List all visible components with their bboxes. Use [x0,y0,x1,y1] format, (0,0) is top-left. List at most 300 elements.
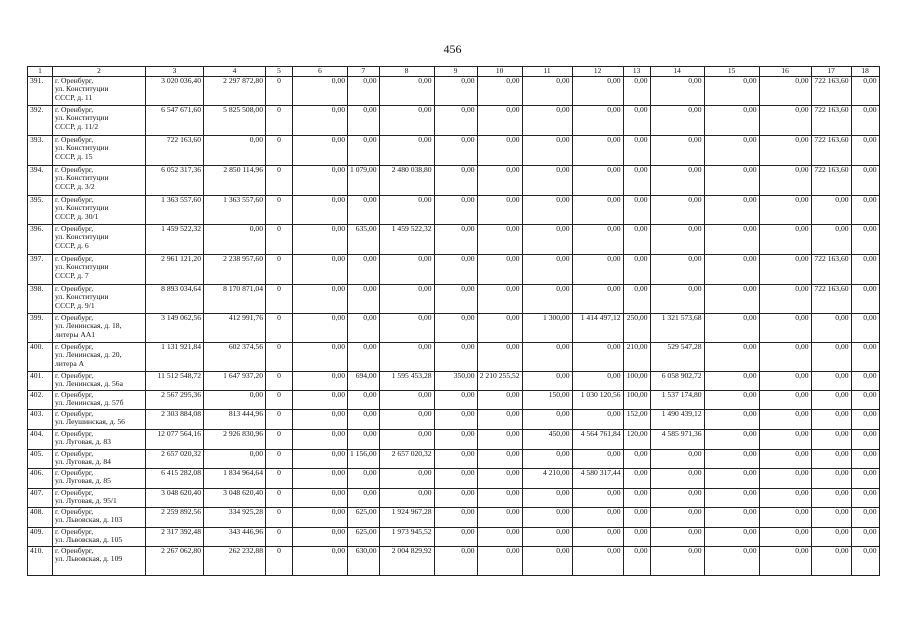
value-cell: 0,00 [204,449,266,468]
value-cell: 0,00 [704,468,759,488]
value-cell: 0,00 [704,546,759,575]
value-cell: 0 [266,105,293,135]
value-cell: 0,00 [293,488,348,507]
value-cell: 0,00 [623,165,650,195]
address-line: г. Оренбург, [55,105,94,114]
address-line: ул. Львовская, д. 103 [55,515,123,525]
value-cell: 8 170 871,04 [204,284,266,313]
value-cell: 0,00 [623,105,650,135]
address-line: СССР, д. 3/2 [55,182,95,192]
value-cell: 0,00 [623,507,650,527]
value-cell: 0,00 [522,527,572,546]
value-cell: 0,00 [477,488,522,507]
table-row [28,165,880,195]
address-cell [53,224,146,254]
value-cell: 0,00 [293,342,348,371]
value-cell: 0,00 [434,254,477,284]
address-cell [53,165,146,195]
value-cell: 210,00 [623,342,650,371]
value-cell: 0,00 [379,284,434,313]
value-cell: 0,00 [650,76,704,105]
value-cell: 0,00 [759,254,811,284]
value-cell: 722 163,60 [811,105,851,135]
row-number-cell: 401. [28,371,53,390]
address-cell [53,254,146,284]
value-cell: 0,00 [348,254,380,284]
value-cell: 0,00 [434,342,477,371]
value-cell: 0,00 [293,371,348,390]
value-cell: 2 961 121,20 [146,254,204,284]
value-cell: 5 825 508,00 [204,105,266,135]
table-row [28,76,880,105]
value-cell: 0,00 [704,105,759,135]
value-cell: 0,00 [851,488,879,507]
value-cell: 4 210,00 [522,468,572,488]
value-cell: 100,00 [623,390,650,409]
value-cell: 1 595 453,28 [379,371,434,390]
address-cell [53,371,146,390]
value-cell: 0,00 [434,409,477,429]
value-cell: 0,00 [348,313,380,342]
value-cell: 343 446,96 [204,527,266,546]
value-cell: 1 459 522,32 [146,224,204,254]
table-row [28,342,880,371]
value-cell: 1 156,00 [348,449,380,468]
value-cell: 0 [266,390,293,409]
value-cell: 0,00 [704,254,759,284]
value-cell: 0,00 [851,507,879,527]
value-cell: 11 512 548,72 [146,371,204,390]
row-number-cell: 399. [28,313,53,342]
value-cell: 0,00 [811,449,851,468]
column-number: 10 [477,67,522,77]
value-cell: 0,00 [650,488,704,507]
value-cell: 1 924 967,28 [379,507,434,527]
value-cell: 0,00 [348,429,380,449]
value-cell: 0 [266,409,293,429]
value-cell: 450,00 [522,429,572,449]
value-cell: 0,00 [434,313,477,342]
address-line: г. Оренбург, [55,488,94,497]
value-cell: 813 444,96 [204,409,266,429]
value-cell: 0,00 [650,165,704,195]
value-cell: 0,00 [704,429,759,449]
value-cell: 0,00 [811,313,851,342]
value-cell: 0,00 [650,468,704,488]
value-cell: 0,00 [851,224,879,254]
value-cell: 0,00 [704,409,759,429]
value-cell: 0,00 [650,284,704,313]
table-row [28,507,880,527]
value-cell: 1 363 557,60 [204,195,266,224]
value-cell: 722 163,60 [811,135,851,165]
row-number-cell: 406. [28,468,53,488]
value-cell: 0,00 [434,527,477,546]
value-cell: 0,00 [477,546,522,575]
value-cell: 0,00 [811,371,851,390]
value-cell: 0,00 [348,135,380,165]
value-cell: 0,00 [293,76,348,105]
value-cell: 0,00 [851,313,879,342]
address-line: г. Оренбург, [55,76,94,85]
address-line: г. Оренбург, [55,135,94,144]
value-cell: 262 232,88 [204,546,266,575]
value-cell: 0,00 [759,488,811,507]
value-cell: 150,00 [522,390,572,409]
value-cell: 0,00 [293,546,348,575]
value-cell: 0,00 [572,409,623,429]
row-number-cell: 400. [28,342,53,371]
address-line: СССР, д. 6 [55,241,89,251]
value-cell: 0,00 [811,224,851,254]
address-line: г. Оренбург, [55,468,94,477]
value-cell: 0,00 [759,313,811,342]
address-cell [53,105,146,135]
value-cell: 0,00 [851,390,879,409]
table-row [28,224,880,254]
value-cell: 1 300,00 [522,313,572,342]
value-cell: 0,00 [434,429,477,449]
value-cell: 0,00 [811,527,851,546]
value-cell: 0,00 [759,165,811,195]
value-cell: 722 163,60 [146,135,204,165]
value-cell: 0,00 [851,546,879,575]
column-number: 12 [572,67,623,77]
value-cell: 0,00 [477,105,522,135]
address-cell [53,507,146,527]
row-number-cell: 404. [28,429,53,449]
address-cell [53,488,146,507]
value-cell: 100,00 [623,371,650,390]
value-cell: 0,00 [623,468,650,488]
value-cell: 6 052 317,36 [146,165,204,195]
address-line: ул. Луговая, д. 85 [55,476,111,486]
value-cell: 2 303 884,08 [146,409,204,429]
value-cell: 0,00 [811,195,851,224]
table-row [28,429,880,449]
value-cell: 0,00 [811,546,851,575]
address-line: литера А [55,359,85,369]
value-cell: 0,00 [293,224,348,254]
address-line: г. Оренбург, [55,390,94,399]
value-cell: 0,00 [434,449,477,468]
value-cell: 0,00 [348,105,380,135]
column-number: 1 [28,67,53,77]
value-cell: 0,00 [293,429,348,449]
value-cell: 602 374,56 [204,342,266,371]
table-row [28,254,880,284]
column-number: 16 [759,67,811,77]
value-cell: 0,00 [572,371,623,390]
value-cell: 3 020 036,40 [146,76,204,105]
value-cell: 0,00 [851,254,879,284]
value-cell: 0,00 [522,371,572,390]
value-cell: 0,00 [623,546,650,575]
value-cell: 2 850 114,96 [204,165,266,195]
column-number: 4 [204,67,266,77]
value-cell: 1 647 937,20 [204,371,266,390]
value-cell: 1 459 522,32 [379,224,434,254]
value-cell: 0,00 [811,390,851,409]
value-cell: 0,00 [650,546,704,575]
value-cell: 4 585 971,36 [650,429,704,449]
value-cell: 1 079,00 [348,165,380,195]
value-cell: 0,00 [434,135,477,165]
value-cell: 0,00 [572,165,623,195]
value-cell: 0,00 [293,135,348,165]
value-cell: 625,00 [348,527,380,546]
table-row [28,313,880,342]
address-line: ул. Львовская, д. 109 [55,554,123,564]
value-cell: 0,00 [434,76,477,105]
value-cell: 0,00 [623,488,650,507]
row-number-cell: 409. [28,527,53,546]
value-cell: 0 [266,488,293,507]
value-cell: 0,00 [379,390,434,409]
address-line: ул. Ленинская, д. 18, [55,321,122,331]
value-cell: 0,00 [851,527,879,546]
value-cell: 1 030 120,56 [572,390,623,409]
value-cell: 722 163,60 [811,284,851,313]
value-cell: 1 834 964,64 [204,468,266,488]
address-line: СССР, д. 7 [55,271,89,281]
value-cell: 0,00 [704,507,759,527]
column-number: 9 [434,67,477,77]
value-cell: 0,00 [348,409,380,429]
address-cell [53,527,146,546]
value-cell: 152,00 [623,409,650,429]
address-cell [53,342,146,371]
value-cell: 4 564 761,84 [572,429,623,449]
table-row [28,527,880,546]
value-cell: 0,00 [623,449,650,468]
value-cell: 8 893 034,64 [146,284,204,313]
value-cell: 0,00 [477,313,522,342]
value-cell: 2 259 892,56 [146,507,204,527]
value-cell: 0,00 [572,105,623,135]
address-line: ул. Луговая, д. 84 [55,457,111,467]
value-cell: 0,00 [434,195,477,224]
address-cell [53,284,146,313]
address-line: г. Оренбург, [55,195,94,204]
column-number: 8 [379,67,434,77]
value-cell: 0,00 [293,409,348,429]
address-cell [53,76,146,105]
row-number-cell: 408. [28,507,53,527]
value-cell: 0,00 [704,371,759,390]
value-cell: 0,00 [572,224,623,254]
value-cell: 0,00 [204,390,266,409]
data-table [27,66,880,576]
value-cell: 0,00 [759,409,811,429]
value-cell: 2 004 829,92 [379,546,434,575]
value-cell: 0,00 [522,135,572,165]
value-cell: 0,00 [650,135,704,165]
table-row [28,468,880,488]
value-cell: 2 567 295,36 [146,390,204,409]
column-number: 3 [146,67,204,77]
value-cell: 0,00 [477,468,522,488]
value-cell: 4 580 317,44 [572,468,623,488]
value-cell: 0,00 [434,390,477,409]
value-cell: 0,00 [434,507,477,527]
value-cell: 0,00 [704,390,759,409]
value-cell: 0,00 [379,135,434,165]
value-cell: 0,00 [704,449,759,468]
row-number-cell: 391. [28,76,53,105]
address-line: г. Оренбург, [55,313,94,322]
value-cell: 0 [266,371,293,390]
address-line: г. Оренбург, [55,449,94,458]
value-cell: 2 657 020,32 [146,449,204,468]
value-cell: 3 149 062,56 [146,313,204,342]
value-cell: 0 [266,449,293,468]
column-number: 7 [348,67,380,77]
value-cell: 0,00 [759,371,811,390]
value-cell: 0,00 [650,195,704,224]
value-cell: 0,00 [477,342,522,371]
value-cell: 0,00 [379,342,434,371]
value-cell: 0,00 [811,429,851,449]
value-cell: 0,00 [759,507,811,527]
value-cell: 0,00 [522,488,572,507]
value-cell: 0,00 [704,165,759,195]
value-cell: 0 [266,546,293,575]
value-cell: 2 297 872,80 [204,76,266,105]
value-cell: 0,00 [293,507,348,527]
value-cell: 0,00 [293,313,348,342]
value-cell: 0 [266,195,293,224]
table-row [28,284,880,313]
address-cell [53,468,146,488]
value-cell: 630,00 [348,546,380,575]
value-cell: 0,00 [811,468,851,488]
value-cell: 0,00 [293,165,348,195]
value-cell: 0,00 [348,468,380,488]
value-cell: 0,00 [379,313,434,342]
value-cell: 6 058 902,72 [650,371,704,390]
value-cell: 0,00 [379,488,434,507]
value-cell: 0,00 [572,546,623,575]
value-cell: 0,00 [293,468,348,488]
table-row [28,371,880,390]
row-number-cell: 392. [28,105,53,135]
value-cell: 6 547 671,60 [146,105,204,135]
value-cell: 12 077 564,16 [146,429,204,449]
value-cell: 0,00 [759,195,811,224]
value-cell: 0,00 [851,165,879,195]
row-number-cell: 393. [28,135,53,165]
address-line: г. Оренбург, [55,527,94,536]
value-cell: 0,00 [522,284,572,313]
address-line: ул. Конституции [55,113,109,123]
column-number: 18 [851,67,879,77]
row-number-cell: 398. [28,284,53,313]
value-cell: 0,00 [572,507,623,527]
value-cell: 0,00 [379,468,434,488]
value-cell: 0,00 [851,105,879,135]
value-cell: 0,00 [434,105,477,135]
value-cell: 120,00 [623,429,650,449]
value-cell: 0,00 [572,527,623,546]
value-cell: 0,00 [379,429,434,449]
table-row [28,105,880,135]
value-cell: 0,00 [293,449,348,468]
address-cell [53,313,146,342]
value-cell: 0,00 [759,546,811,575]
row-number-cell: 410. [28,546,53,575]
value-cell: 0,00 [759,76,811,105]
row-number-cell: 395. [28,195,53,224]
row-number-cell: 407. [28,488,53,507]
address-line: ул. Луговая, д. 83 [55,437,111,447]
value-cell: 0,00 [704,76,759,105]
value-cell: 1 537 174,80 [650,390,704,409]
value-cell: 0,00 [704,488,759,507]
value-cell: 3 048 620,40 [146,488,204,507]
value-cell: 1 973 945,52 [379,527,434,546]
table-row [28,135,880,165]
value-cell: 0,00 [572,449,623,468]
value-cell: 0,00 [522,254,572,284]
value-cell: 0,00 [572,342,623,371]
value-cell: 0,00 [650,254,704,284]
value-cell: 0,00 [851,449,879,468]
address-line: г. Оренбург, [55,165,94,174]
value-cell: 334 925,28 [204,507,266,527]
value-cell: 0 [266,313,293,342]
row-number-cell: 396. [28,224,53,254]
value-cell: 2 317 392,48 [146,527,204,546]
value-cell: 0,00 [851,342,879,371]
value-cell: 0,00 [522,409,572,429]
address-line: ул. Ленинская, д. 20, [55,350,122,360]
value-cell: 0,00 [623,527,650,546]
column-number: 5 [266,67,293,77]
value-cell: 529 547,28 [650,342,704,371]
value-cell: 0,00 [704,224,759,254]
value-cell: 0,00 [522,76,572,105]
value-cell: 0,00 [348,488,380,507]
column-number: 15 [704,67,759,77]
column-number: 11 [522,67,572,77]
value-cell: 0,00 [704,313,759,342]
value-cell: 0,00 [477,449,522,468]
value-cell: 0,00 [477,390,522,409]
value-cell: 0,00 [851,409,879,429]
address-cell [53,429,146,449]
value-cell: 0,00 [477,409,522,429]
address-line: СССР, д. 11/2 [55,122,99,132]
value-cell: 2 267 062,80 [146,546,204,575]
value-cell: 0,00 [477,76,522,105]
value-cell: 0,00 [650,105,704,135]
value-cell: 0,00 [623,224,650,254]
value-cell: 0 [266,224,293,254]
value-cell: 0,00 [522,507,572,527]
value-cell: 0,00 [759,342,811,371]
row-number-cell: 402. [28,390,53,409]
value-cell: 0,00 [379,409,434,429]
value-cell: 0,00 [572,76,623,105]
value-cell: 0,00 [434,165,477,195]
value-cell: 0,00 [293,254,348,284]
address-line: г. Оренбург, [55,224,94,233]
column-number: 6 [293,67,348,77]
address-line: СССР, д. 30/1 [55,212,99,222]
value-cell: 0 [266,135,293,165]
value-cell: 250,00 [623,313,650,342]
